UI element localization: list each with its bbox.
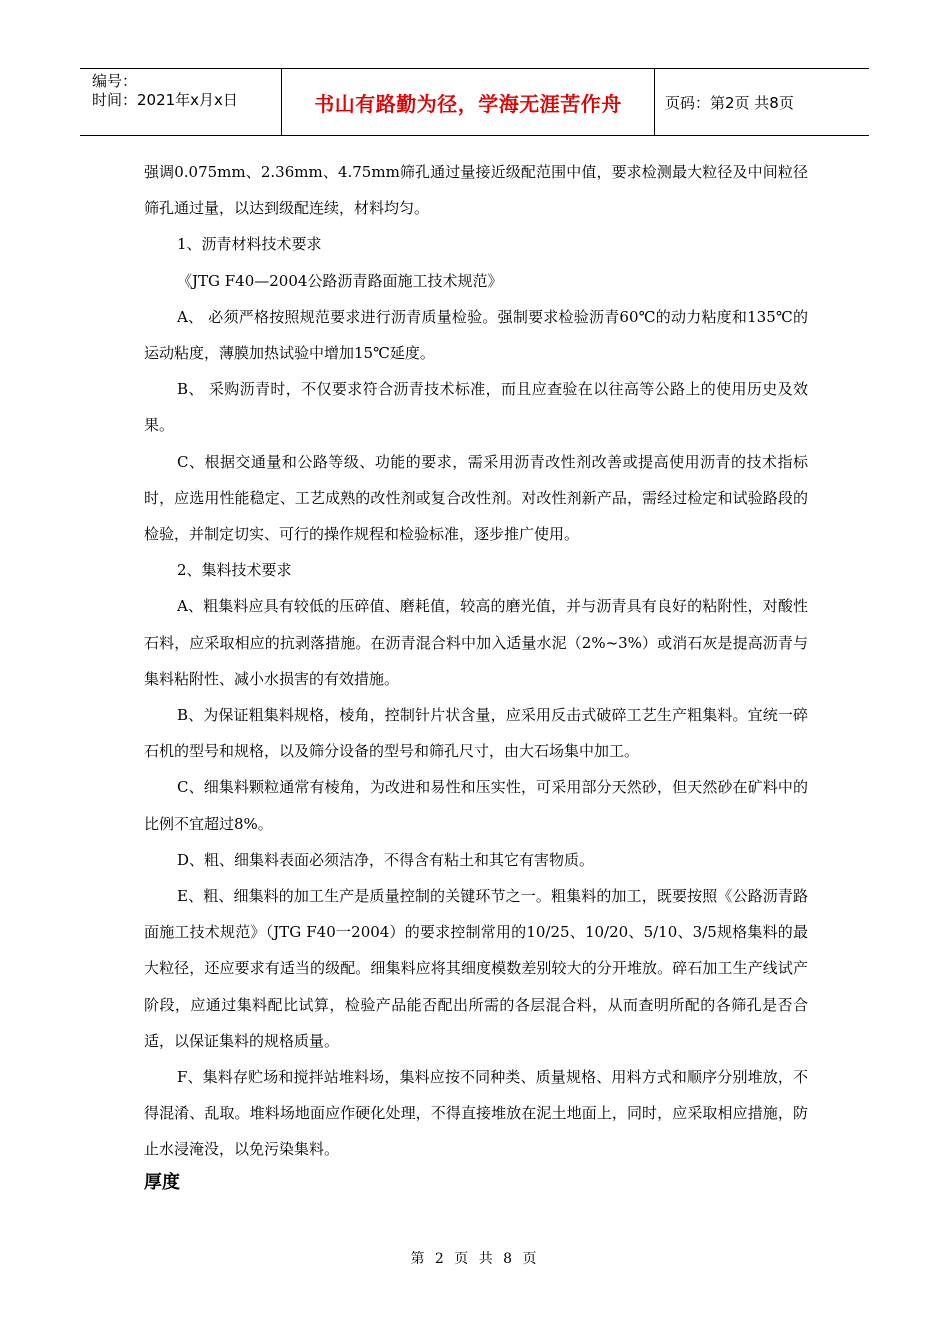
body-paragraph: F、集料存贮场和搅拌站堆料场，集料应按不同种类、质量规格、用料方式和顺序分别堆放，不得混淆、乱取。堆料场地面应作硬化处理，不得直接堆放在泥土地面上，同时，应采取相应措施，防止水浸淹没，以免污染集料。	[144, 1068, 808, 1159]
body-paragraph: A、 必须严格按照规范要求进行沥青质量检验。强制要求检验沥青60℃的动力粘度和135℃的运动粘度，薄膜加热试验中增加15℃延度。	[144, 307, 808, 363]
section-title-asphalt: 1、沥青材料技术要求	[177, 235, 322, 254]
body-paragraph: C、细集料颗粒通常有棱角，为改进和易性和压实性，可采用部分天然砂，但天然砂在矿料中的比例不宜超过8%。	[144, 778, 808, 833]
page-header	[80, 68, 869, 136]
document-number-label: 编号：	[92, 72, 138, 90]
standard-reference: 《JTG F40—2004公路沥青路面施工技术规范》	[177, 271, 503, 290]
body-paragraph: D、粗、细集料表面必须洁净，不得含有粘土和其它有害物质。	[177, 850, 595, 869]
body-paragraph: 强调0.075mm、2.36mm、4.75mm筛孔通过量接近级配范围中值，要求检测最大粒径及中间粒径筛孔通过量，以达到级配连续，材料均匀。	[144, 163, 808, 218]
body-paragraph: A、粗集料应具有较低的压碎值、磨耗值，较高的磨光值，并与沥青具有良好的粘附性，对酸性石料，应采取相应的抗剥落措施。在沥青混合料中加入适量水泥（2%~3%）或消石灰是提高沥青与集料粘附性、减小水损害的有效措施。	[144, 597, 808, 688]
body-paragraph: E、粗、细集料的加工生产是质量控制的关键环节之一。粗集料的加工，既要按照《公路沥青路面施工技术规范》（JTG F40一2004）的要求控制常用的10/25、10/20、5/10、3/5规格集料的最大粒径，还应要求有适当的级配。细集料应将其细度模数差别较大的分开堆放。碎石加工生产线试产阶段，应通过集料配比试算，检验产品能否配出所需的各层混合料，从而查明所配的各筛孔是否合适，以保证集料的规格质量。	[144, 887, 808, 1050]
section-title-aggregate: 2、集料技术要求	[177, 561, 292, 580]
body-paragraph: B、为保证粗集料规格，棱角，控制针片状含量，应采用反击式破碎工艺生产粗集料。宜统一碎石机的型号和规格，以及筛分设备的型号和筛孔尺寸，由大石场集中加工。	[144, 706, 808, 761]
section-heading-thickness: 厚度	[144, 1172, 180, 1193]
header-motto: 书山有路勤为径，学海无涯苦作舟	[282, 69, 655, 135]
header-page-info: 页码：第2页 共8页	[665, 93, 794, 112]
document-body	[144, 154, 808, 1168]
page-footer: 第 2 页 共 8 页	[410, 1251, 540, 1267]
document-date: 时间：2021年x月x日	[92, 91, 238, 109]
body-paragraph: C、根据交通量和公路等级、功能的要求，需采用沥青改性剂改善或提高使用沥青的技术指标时，应选用性能稳定、工艺成熟的改性剂或复合改性剂。对改性剂新产品，需经过检定和试验路段的检验，并制定切实、可行的操作规程和检验标准，逐步推广使用。	[144, 452, 808, 544]
header-meta	[80, 69, 282, 135]
body-paragraph: B、 采购沥青时，不仅要求符合沥青技术标准，而且应查验在以往高等公路上的使用历史及效果。	[144, 380, 808, 435]
